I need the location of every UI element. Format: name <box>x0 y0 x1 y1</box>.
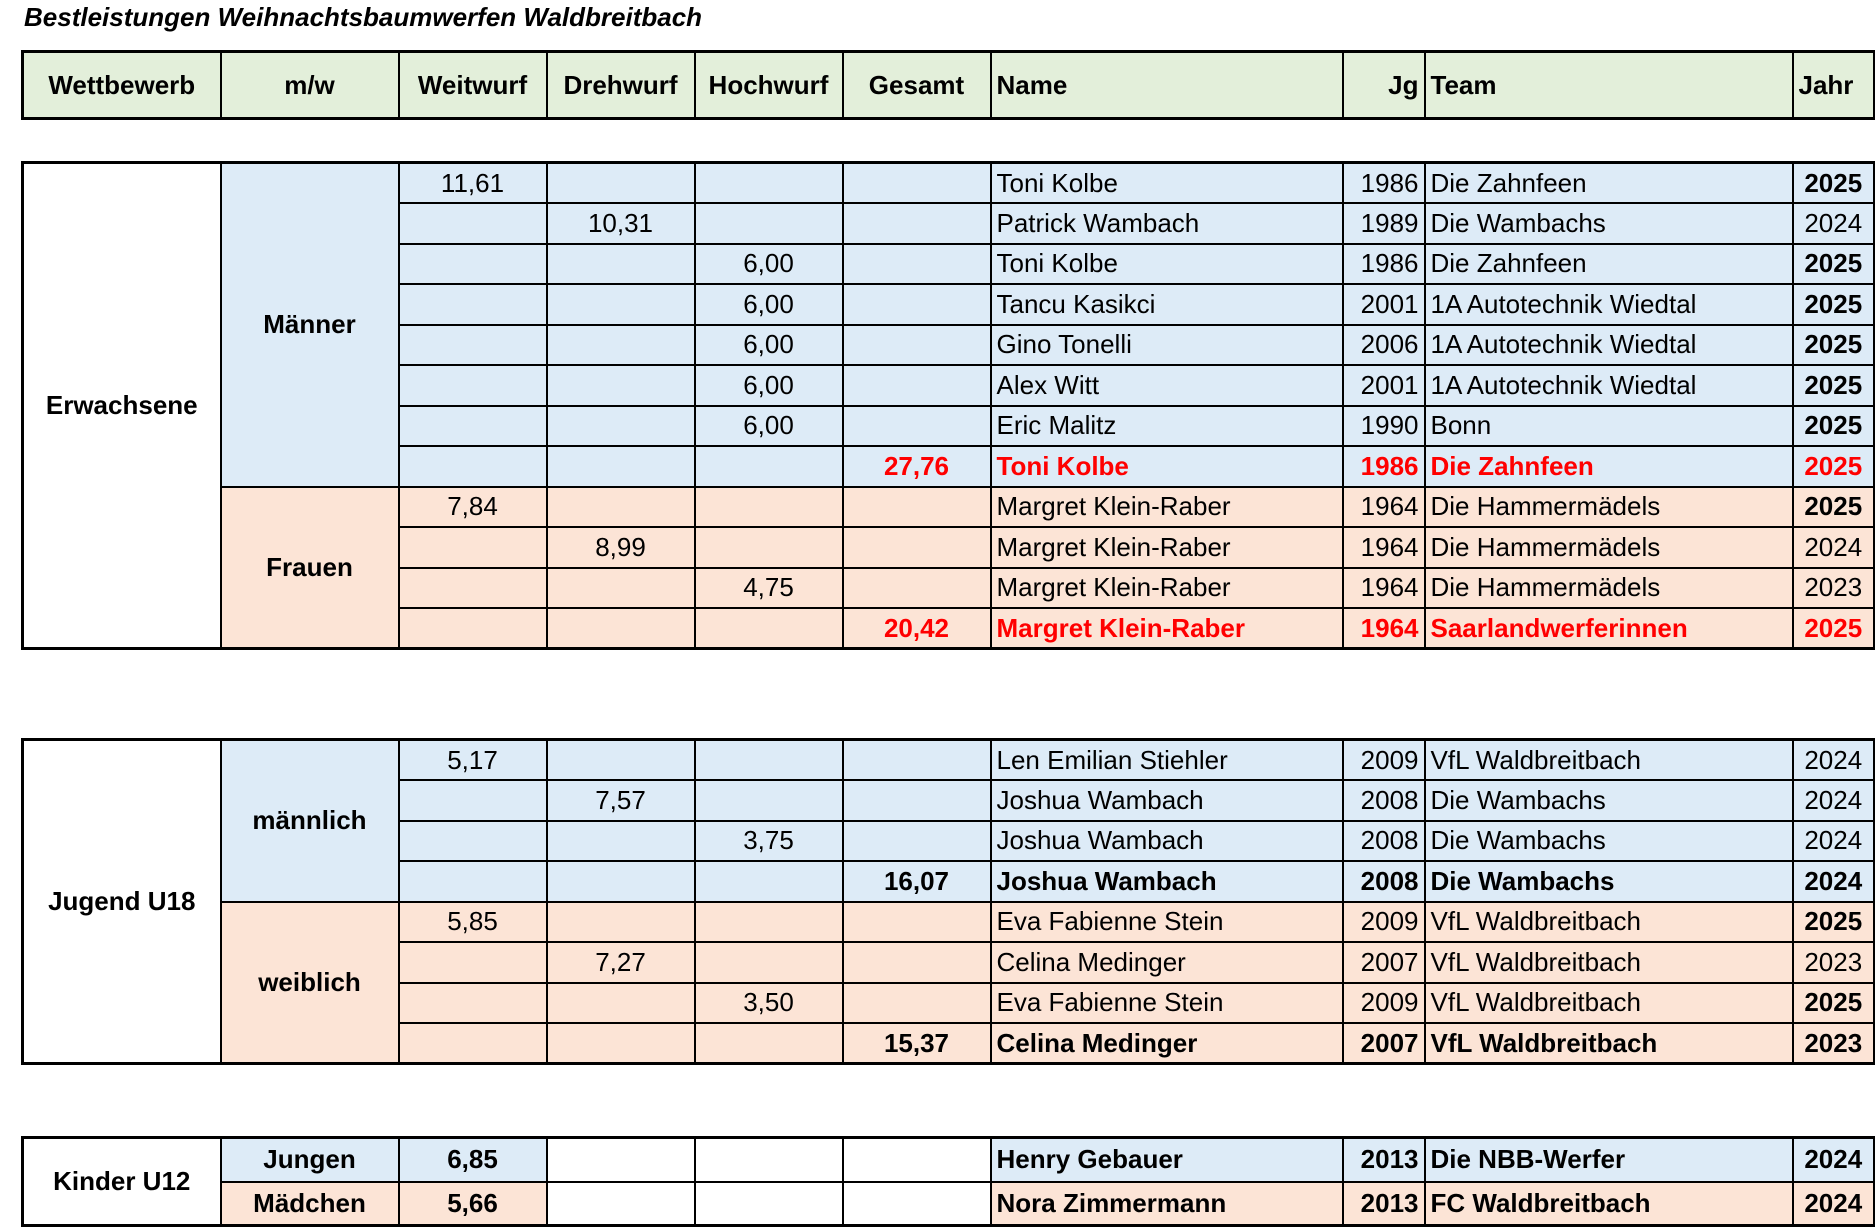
jg-cell: 2007 <box>1343 942 1425 983</box>
drehwurf-cell <box>547 284 695 325</box>
gender-label: Jungen <box>221 1138 399 1182</box>
drehwurf-cell <box>547 608 695 649</box>
table-row <box>23 1138 1875 1182</box>
drehwurf-cell <box>547 244 695 285</box>
hochwurf-cell: 3,75 <box>695 821 843 862</box>
weitwurf-cell <box>399 325 547 366</box>
jahr-cell: 2024 <box>1793 821 1875 862</box>
weitwurf-cell <box>399 446 547 487</box>
gesamt-cell <box>843 203 991 244</box>
jg-cell: 2008 <box>1343 821 1425 862</box>
col-header-drehwurf: Drehwurf <box>547 52 695 119</box>
jg-cell: 2008 <box>1343 780 1425 821</box>
jg-cell: 1964 <box>1343 487 1425 528</box>
jg-cell: 1964 <box>1343 568 1425 609</box>
gesamt-cell <box>843 1182 991 1226</box>
jahr-cell: 2023 <box>1793 568 1875 609</box>
page-title: Bestleistungen Weihnachtsbaumwerfen Waldbreitbach <box>24 2 703 32</box>
drehwurf-cell: 8,99 <box>547 527 695 568</box>
team-cell: VfL Waldbreitbach <box>1425 942 1793 983</box>
drehwurf-cell <box>547 902 695 943</box>
hochwurf-cell <box>695 527 843 568</box>
team-cell: Die Wambachs <box>1425 780 1793 821</box>
weitwurf-cell <box>399 1023 547 1064</box>
gesamt-cell <box>843 740 991 781</box>
gesamt-cell <box>843 1138 991 1182</box>
weitwurf-cell: 7,84 <box>399 487 547 528</box>
jahr-cell: 2024 <box>1793 1138 1875 1182</box>
hochwurf-cell: 4,75 <box>695 568 843 609</box>
name-cell: Gino Tonelli <box>991 325 1343 366</box>
name-cell: Henry Gebauer <box>991 1138 1343 1182</box>
hochwurf-cell <box>695 163 843 204</box>
name-cell: Eva Fabienne Stein <box>991 902 1343 943</box>
jg-cell: 1964 <box>1343 527 1425 568</box>
hochwurf-cell: 6,00 <box>695 244 843 285</box>
hochwurf-cell <box>695 1138 843 1182</box>
jg-cell: 2009 <box>1343 902 1425 943</box>
jahr-cell: 2025 <box>1793 608 1875 649</box>
drehwurf-cell <box>547 821 695 862</box>
jg-cell: 1964 <box>1343 608 1425 649</box>
drehwurf-cell <box>547 406 695 447</box>
table-row <box>23 1182 1875 1226</box>
weitwurf-cell <box>399 284 547 325</box>
jahr-cell: 2025 <box>1793 487 1875 528</box>
gender-label: Mädchen <box>221 1182 399 1226</box>
jahr-cell: 2024 <box>1793 740 1875 781</box>
competition-label: Erwachsene <box>23 163 221 649</box>
header-row <box>23 52 1875 119</box>
hochwurf-cell: 6,00 <box>695 284 843 325</box>
name-cell: Margret Klein-Raber <box>991 487 1343 528</box>
jahr-cell: 2024 <box>1793 527 1875 568</box>
weitwurf-cell <box>399 244 547 285</box>
name-cell: Joshua Wambach <box>991 861 1343 902</box>
name-cell: Tancu Kasikci <box>991 284 1343 325</box>
weitwurf-cell: 5,85 <box>399 902 547 943</box>
team-cell: Die Hammermädels <box>1425 568 1793 609</box>
hochwurf-cell <box>695 861 843 902</box>
name-cell: Nora Zimmermann <box>991 1182 1343 1226</box>
jg-cell: 2007 <box>1343 1023 1425 1064</box>
kids-table <box>21 1136 1875 1227</box>
jahr-cell: 2024 <box>1793 780 1875 821</box>
weitwurf-cell <box>399 568 547 609</box>
col-header-name: Name <box>991 52 1343 119</box>
competition-label: Kinder U12 <box>23 1138 221 1226</box>
gesamt-cell <box>843 244 991 285</box>
weitwurf-cell: 5,66 <box>399 1182 547 1226</box>
drehwurf-cell <box>547 446 695 487</box>
weitwurf-cell <box>399 406 547 447</box>
gesamt-cell <box>843 527 991 568</box>
name-cell: Joshua Wambach <box>991 780 1343 821</box>
gesamt-cell <box>843 821 991 862</box>
team-cell: Die Zahnfeen <box>1425 446 1793 487</box>
jg-cell: 2001 <box>1343 365 1425 406</box>
team-cell: Die Wambachs <box>1425 203 1793 244</box>
gesamt-cell <box>843 983 991 1024</box>
hochwurf-cell <box>695 902 843 943</box>
team-cell: Bonn <box>1425 406 1793 447</box>
drehwurf-cell: 7,27 <box>547 942 695 983</box>
hochwurf-cell <box>695 942 843 983</box>
name-cell: Eric Malitz <box>991 406 1343 447</box>
hochwurf-cell: 6,00 <box>695 406 843 447</box>
team-cell: VfL Waldbreitbach <box>1425 1023 1793 1064</box>
table-row <box>23 740 1875 781</box>
jahr-cell: 2025 <box>1793 163 1875 204</box>
gesamt-cell: 15,37 <box>843 1023 991 1064</box>
jg-cell: 2013 <box>1343 1138 1425 1182</box>
drehwurf-cell: 7,57 <box>547 780 695 821</box>
hochwurf-cell: 3,50 <box>695 983 843 1024</box>
col-header-mw: m/w <box>221 52 399 119</box>
jahr-cell: 2025 <box>1793 244 1875 285</box>
gesamt-cell <box>843 325 991 366</box>
weitwurf-cell <box>399 821 547 862</box>
jahr-cell: 2024 <box>1793 861 1875 902</box>
col-header-wettbewerb: Wettbewerb <box>23 52 221 119</box>
name-cell: Toni Kolbe <box>991 446 1343 487</box>
gesamt-cell: 16,07 <box>843 861 991 902</box>
drehwurf-cell <box>547 1182 695 1226</box>
header-table <box>21 50 1875 120</box>
name-cell: Margret Klein-Raber <box>991 608 1343 649</box>
name-cell: Margret Klein-Raber <box>991 527 1343 568</box>
jahr-cell: 2025 <box>1793 983 1875 1024</box>
name-cell: Eva Fabienne Stein <box>991 983 1343 1024</box>
team-cell: Die Zahnfeen <box>1425 163 1793 204</box>
hochwurf-cell <box>695 487 843 528</box>
weitwurf-cell: 11,61 <box>399 163 547 204</box>
gesamt-cell: 20,42 <box>843 608 991 649</box>
drehwurf-cell <box>547 740 695 781</box>
hochwurf-cell <box>695 780 843 821</box>
team-cell: 1A Autotechnik Wiedtal <box>1425 284 1793 325</box>
team-cell: VfL Waldbreitbach <box>1425 983 1793 1024</box>
team-cell: Die Zahnfeen <box>1425 244 1793 285</box>
table-row <box>23 163 1875 204</box>
jahr-cell: 2025 <box>1793 902 1875 943</box>
hochwurf-cell: 6,00 <box>695 365 843 406</box>
drehwurf-cell <box>547 163 695 204</box>
gender-label: Frauen <box>221 487 399 649</box>
weitwurf-cell <box>399 527 547 568</box>
weitwurf-cell <box>399 203 547 244</box>
gesamt-cell <box>843 568 991 609</box>
col-header-hochwurf: Hochwurf <box>695 52 843 119</box>
gesamt-cell <box>843 163 991 204</box>
hochwurf-cell <box>695 608 843 649</box>
competition-label: Jugend U18 <box>23 740 221 1064</box>
gender-label: männlich <box>221 740 399 902</box>
team-cell: VfL Waldbreitbach <box>1425 740 1793 781</box>
drehwurf-cell <box>547 325 695 366</box>
drehwurf-cell <box>547 983 695 1024</box>
drehwurf-cell <box>547 1023 695 1064</box>
jg-cell: 2009 <box>1343 983 1425 1024</box>
jg-cell: 2006 <box>1343 325 1425 366</box>
weitwurf-cell: 5,17 <box>399 740 547 781</box>
jahr-cell: 2025 <box>1793 365 1875 406</box>
col-header-weitwurf: Weitwurf <box>399 52 547 119</box>
team-cell: 1A Autotechnik Wiedtal <box>1425 365 1793 406</box>
hochwurf-cell <box>695 740 843 781</box>
name-cell: Toni Kolbe <box>991 244 1343 285</box>
gesamt-cell <box>843 942 991 983</box>
jg-cell: 1990 <box>1343 406 1425 447</box>
hochwurf-cell <box>695 1023 843 1064</box>
adults-table <box>21 161 1875 650</box>
team-cell: 1A Autotechnik Wiedtal <box>1425 325 1793 366</box>
col-header-jg: Jg <box>1343 52 1425 119</box>
jahr-cell: 2023 <box>1793 942 1875 983</box>
table-row <box>23 487 1875 528</box>
name-cell: Celina Medinger <box>991 942 1343 983</box>
weitwurf-cell <box>399 861 547 902</box>
drehwurf-cell <box>547 487 695 528</box>
name-cell: Margret Klein-Raber <box>991 568 1343 609</box>
gesamt-cell <box>843 406 991 447</box>
name-cell: Toni Kolbe <box>991 163 1343 204</box>
gesamt-cell <box>843 487 991 528</box>
weitwurf-cell <box>399 608 547 649</box>
gesamt-cell <box>843 902 991 943</box>
name-cell: Len Emilian Stiehler <box>991 740 1343 781</box>
team-cell: Die Wambachs <box>1425 821 1793 862</box>
weitwurf-cell <box>399 983 547 1024</box>
gesamt-cell <box>843 780 991 821</box>
weitwurf-cell <box>399 942 547 983</box>
team-cell: FC Waldbreitbach <box>1425 1182 1793 1226</box>
gesamt-cell <box>843 284 991 325</box>
jahr-cell: 2023 <box>1793 1023 1875 1064</box>
jg-cell: 1986 <box>1343 446 1425 487</box>
hochwurf-cell: 6,00 <box>695 325 843 366</box>
team-cell: Die NBB-Werfer <box>1425 1138 1793 1182</box>
jahr-cell: 2025 <box>1793 325 1875 366</box>
gesamt-cell <box>843 365 991 406</box>
name-cell: Celina Medinger <box>991 1023 1343 1064</box>
hochwurf-cell <box>695 203 843 244</box>
name-cell: Joshua Wambach <box>991 821 1343 862</box>
weitwurf-cell: 6,85 <box>399 1138 547 1182</box>
col-header-gesamt: Gesamt <box>843 52 991 119</box>
jahr-cell: 2025 <box>1793 446 1875 487</box>
hochwurf-cell <box>695 446 843 487</box>
jahr-cell: 2024 <box>1793 203 1875 244</box>
team-cell: Saarlandwerferinnen <box>1425 608 1793 649</box>
youth-table <box>21 738 1875 1065</box>
name-cell: Alex Witt <box>991 365 1343 406</box>
jahr-cell: 2025 <box>1793 406 1875 447</box>
gender-label: Männer <box>221 163 399 487</box>
team-cell: VfL Waldbreitbach <box>1425 902 1793 943</box>
jahr-cell: 2024 <box>1793 1182 1875 1226</box>
jg-cell: 1986 <box>1343 244 1425 285</box>
drehwurf-cell <box>547 568 695 609</box>
drehwurf-cell: 10,31 <box>547 203 695 244</box>
jahr-cell: 2025 <box>1793 284 1875 325</box>
team-cell: Die Hammermädels <box>1425 487 1793 528</box>
jg-cell: 2001 <box>1343 284 1425 325</box>
name-cell: Patrick Wambach <box>991 203 1343 244</box>
gesamt-cell: 27,76 <box>843 446 991 487</box>
jg-cell: 2013 <box>1343 1182 1425 1226</box>
weitwurf-cell <box>399 365 547 406</box>
jg-cell: 1986 <box>1343 163 1425 204</box>
drehwurf-cell <box>547 861 695 902</box>
team-cell: Die Hammermädels <box>1425 527 1793 568</box>
jg-cell: 2008 <box>1343 861 1425 902</box>
jg-cell: 1989 <box>1343 203 1425 244</box>
gender-label: weiblich <box>221 902 399 1064</box>
hochwurf-cell <box>695 1182 843 1226</box>
table-row <box>23 902 1875 943</box>
drehwurf-cell <box>547 365 695 406</box>
col-header-jahr: Jahr <box>1793 52 1875 119</box>
col-header-team: Team <box>1425 52 1793 119</box>
team-cell: Die Wambachs <box>1425 861 1793 902</box>
weitwurf-cell <box>399 780 547 821</box>
drehwurf-cell <box>547 1138 695 1182</box>
jg-cell: 2009 <box>1343 740 1425 781</box>
